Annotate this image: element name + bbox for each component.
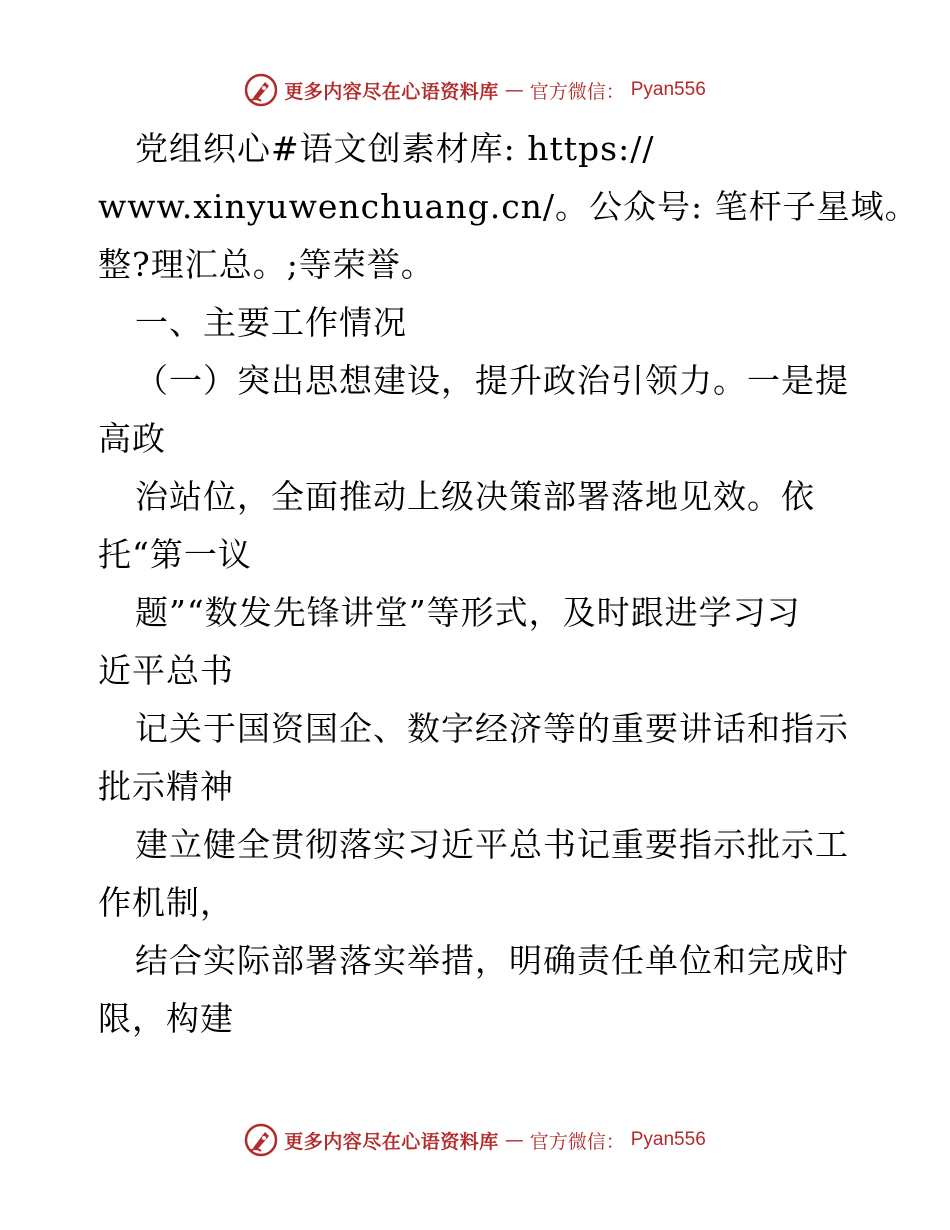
watermark-contact-handle: Pyan556 — [630, 79, 706, 100]
document-body — [98, 120, 919, 1048]
text-line: 高政 — [98, 419, 166, 458]
watermark-contact-handle: Pyan556 — [630, 1129, 706, 1150]
pen-nib-logo-icon — [244, 73, 278, 107]
text-line: 记关于国资国企、数字经济等的重要讲话和指示 — [135, 709, 849, 748]
text-line: 治站位，全面推动上级决策部署落地见效。依 — [135, 477, 815, 516]
header-watermark — [0, 70, 950, 110]
text-line: 党组织心#语文创素材库: https:// — [135, 129, 655, 168]
text-line: 题”“数发先锋讲堂”等形式，及时跟进学习习 — [135, 593, 801, 632]
text-line: 托“第一议 — [98, 535, 252, 574]
text-line: 近平总书 — [98, 651, 234, 690]
text-line: 结合实际部署落实举措，明确责任单位和完成时 — [135, 941, 849, 980]
text-line: 建立健全贯彻落实习近平总书记重要指示批示工 — [135, 825, 849, 864]
text-line: 作机制， — [98, 883, 234, 922]
footer-watermark — [0, 1120, 950, 1160]
watermark-contact-label: 官方微信： — [529, 1130, 625, 1153]
text-line: 批示精神 — [98, 767, 234, 806]
watermark-contact-label: 官方微信： — [529, 80, 625, 103]
pen-nib-logo-icon — [244, 1123, 278, 1157]
watermark-text: 更多内容尽在心语资料库 — [284, 1130, 499, 1153]
text-line: （一）突出思想建设，提升政治引领力。一是提 — [135, 361, 849, 400]
watermark-separator: — — [504, 1129, 524, 1151]
text-line: www.xinyuwenchuang.cn/。公众号: 笔杆子星域。 — [98, 187, 919, 226]
text-line: 整?理汇总。;等荣誉。 — [98, 245, 435, 284]
watermark-text: 更多内容尽在心语资料库 — [284, 80, 499, 103]
text-line: 限，构建 — [98, 999, 234, 1038]
watermark-separator: — — [504, 79, 524, 101]
section-heading: 一、主要工作情况 — [135, 303, 407, 342]
